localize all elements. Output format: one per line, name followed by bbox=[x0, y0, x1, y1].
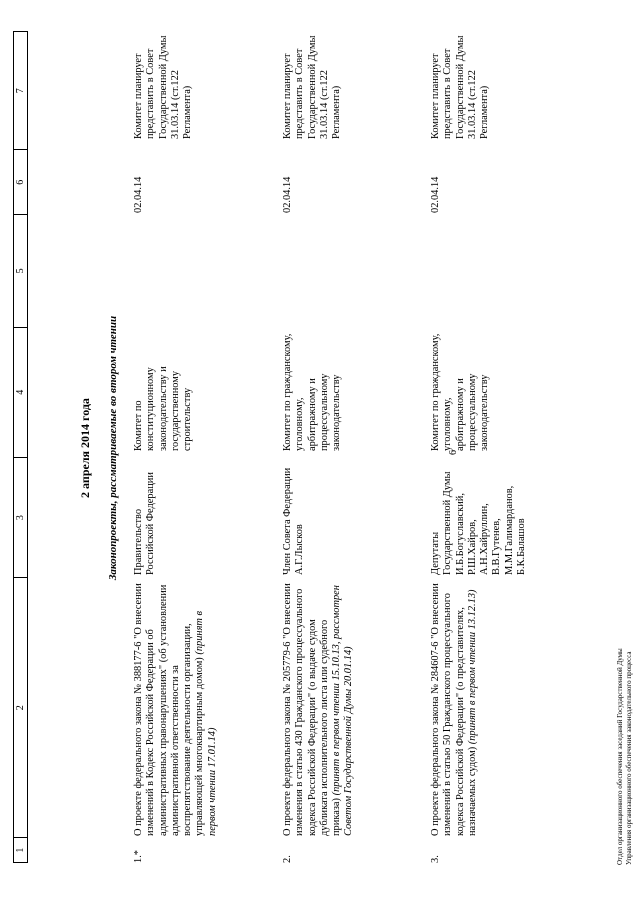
bill-reading-note: (принят в первом чтении 15.10.13, рассмотрен Советом Государственной Думы 20.01.14) bbox=[331, 585, 355, 836]
bill-author: Член Совета Федерации А.Г.Лысков bbox=[282, 467, 306, 575]
column-number-header bbox=[13, 31, 28, 863]
bill-subject bbox=[430, 582, 479, 836]
bill-description: О проекте федерального закона № 388177-6 "О внесении изменений в Кодекс Российской Федерации об административных правонарушениях" (об установлении административной ответственности за воспрепятствование деятельности организации, управляющей многоквартирным домом) bbox=[133, 583, 206, 836]
review-date: 02.04.14 bbox=[430, 176, 441, 213]
bill-author: Правительство Российской Федерации bbox=[133, 472, 157, 575]
bill-reading-note: (принят в первом чтении 17.01.14) bbox=[194, 610, 218, 836]
column-number: 5 bbox=[14, 214, 27, 326]
review-date: 02.04.14 bbox=[282, 176, 293, 213]
responsible-committee: Комитет по гражданскому, уголовному, арбитражному и процессуальному законодательству bbox=[282, 333, 343, 451]
committee-plan: Комитет планирует представить в Совет Государственной Думы 31.03.14 (ст.122 Регламента) bbox=[282, 35, 343, 139]
review-date: 02.04.14 bbox=[133, 176, 144, 213]
responsible-committee: Комитет по гражданскому, уголовному, арбитражному и процессуальному законодательству bbox=[430, 333, 491, 451]
column-number: 1 bbox=[14, 837, 27, 862]
section-title: Законопроекты, рассматриваемые во втором чтении bbox=[107, 315, 119, 581]
column-number: 2 bbox=[14, 577, 27, 837]
footer-department: Отдел организационного обеспечения заседаний Государственной Думы bbox=[616, 648, 624, 865]
bill-author: Депутаты Государственной Думы И.Б.Богуславский, Р.Ш.Хайров, А.Н.Хайруллин, В.В.Гутенев, М.М.Галимарданов, Б.К.Балашов bbox=[430, 471, 528, 575]
column-number: 3 bbox=[14, 457, 27, 577]
bill-subject bbox=[282, 582, 356, 836]
bill-reading-note: (принят в первом чтении 13.12.13) bbox=[466, 589, 478, 745]
date-title: 2 апреля 2014 года bbox=[78, 398, 92, 498]
committee-plan: Комитет планирует представить в Совет Государственной Думы 31.03.14 (ст.122 Регламента) bbox=[430, 35, 491, 139]
column-number: 7 bbox=[15, 88, 26, 94]
column-number: 6 bbox=[14, 149, 27, 214]
page-number: 6 bbox=[448, 450, 459, 455]
column-number: 4 bbox=[14, 327, 27, 457]
bill-description: О проекте федерального закона № 205779-6 "О внесении изменения в статью 430 Гражданского процессуального кодекса Российской Федерации" (о выдаче судом дубликата исполнительного листа или судебного приказа) bbox=[282, 583, 343, 836]
responsible-committee: Комитет по конституционному законодательству и государственному строительству bbox=[133, 366, 194, 451]
bill-description: О проекте федерального закона № 284607-6 "О внесении изменений в статью 50 Гражданского процессуального кодекса Российской Федерации" (о представителях, назначаемых судом) bbox=[430, 583, 478, 836]
footer-directorate: Управления организационного обеспечения законодательного процесса bbox=[625, 651, 633, 865]
row-number: 1.* bbox=[133, 850, 144, 863]
bill-subject bbox=[133, 582, 219, 836]
row-number: 2. bbox=[282, 855, 293, 863]
committee-plan: Комитет планирует представить в Совет Государственной Думы 31.03.14 (ст.122 Регламента) bbox=[133, 35, 194, 139]
row-number: 3. bbox=[430, 855, 441, 863]
